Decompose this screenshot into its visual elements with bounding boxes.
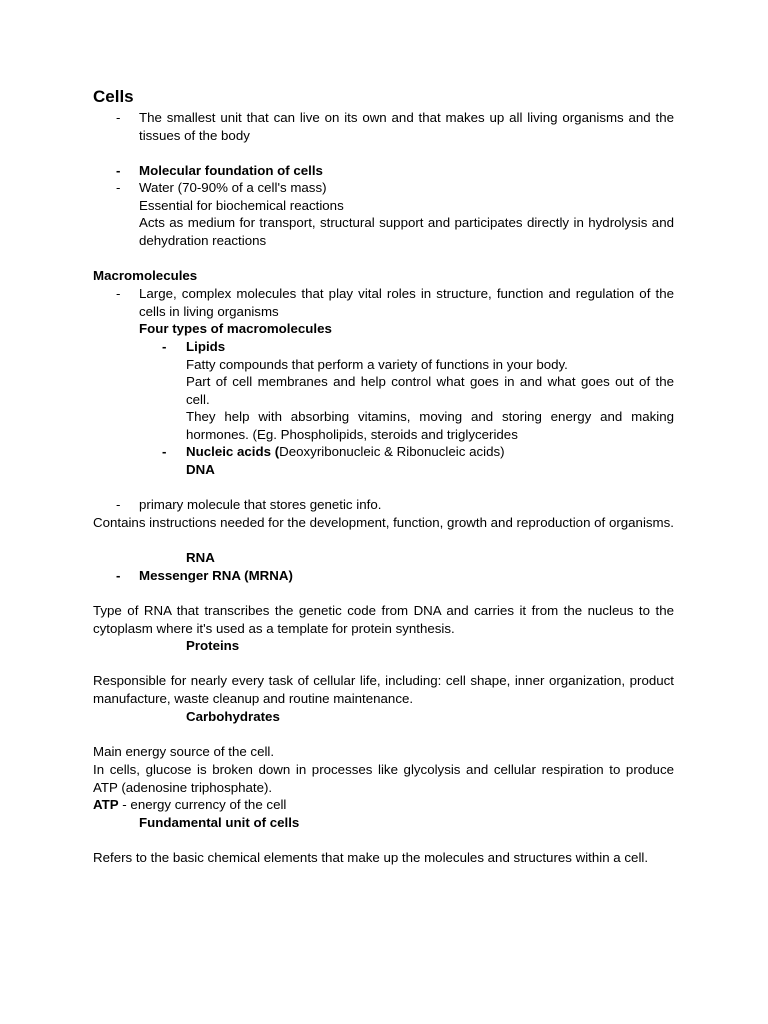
molecular-foundation-heading: Molecular foundation of cells — [139, 163, 323, 178]
carbohydrates-text-1: Main energy source of the cell. — [93, 744, 275, 759]
lipids-text-1: Fatty compounds that perform a variety of functions in your body. — [186, 357, 568, 372]
water-essential-text: Essential for biochemical reactions — [139, 198, 344, 213]
proteins-definition: Responsible for nearly every task of cellular life, including: cell shape, inner organization, product manufacture, waste cleanup and routine maintenance. — [93, 673, 674, 706]
bullet-dash: - — [162, 444, 167, 459]
atp-label: ATP — [93, 797, 119, 812]
carbohydrates-heading: Carbohydrates — [186, 709, 280, 724]
bullet-dash: - — [116, 180, 121, 195]
bullet-dash: - — [162, 339, 167, 354]
cells-definition: The smallest unit that can live on its own and that makes up all living organisms and the tissues of the body — [139, 110, 674, 143]
atp-text: - energy currency of the cell — [118, 797, 287, 812]
bullet-dash: - — [116, 286, 121, 301]
nucleic-acids-heading: Nucleic acids ( — [186, 444, 280, 459]
lipids-heading: Lipids — [186, 339, 226, 354]
macromolecules-definition: Large, complex molecules that play vital roles in structure, function and regulation of the cells in living organisms — [139, 286, 674, 319]
page-title: Cells — [93, 87, 134, 106]
mrna-heading: Messenger RNA (MRNA) — [139, 568, 293, 583]
macromolecules-heading: Macromolecules — [93, 268, 198, 283]
fundamental-unit-definition: Refers to the basic chemical elements that make up the molecules and structures within a cell. — [93, 850, 649, 865]
nucleic-acids-line — [186, 443, 505, 461]
bullet-dash: - — [116, 110, 121, 125]
lipids-text-2: Part of cell membranes and help control what goes in and what goes out of the cell. — [186, 374, 674, 407]
water-text: Water (70-90% of a cell's mass) — [139, 180, 327, 195]
proteins-heading: Proteins — [186, 638, 240, 653]
rna-heading: RNA — [186, 550, 215, 565]
bullet-dash: - — [116, 163, 121, 178]
fundamental-unit-heading: Fundamental unit of cells — [139, 815, 300, 830]
four-types-heading: Four types of macromolecules — [139, 321, 332, 336]
lipids-text-3: They help with absorbing vitamins, moving and storing energy and making hormones. (Eg. Phospholipids, steroids and triglycerides — [186, 409, 674, 442]
bullet-dash: - — [116, 568, 121, 583]
bullet-dash: - — [116, 497, 121, 512]
water-medium-text: Acts as medium for transport, structural support and participates directly in hydrolysis and dehydration reactions — [139, 215, 674, 248]
atp-line — [93, 796, 286, 814]
dna-primary-text: primary molecule that stores genetic info. — [139, 497, 382, 512]
nucleic-acids-detail: Deoxyribonucleic & Ribonucleic acids) — [279, 444, 505, 459]
mrna-definition: Type of RNA that transcribes the genetic code from DNA and carries it from the nucleus to the cytoplasm where it's used as a template for protein synthesis. — [93, 603, 674, 636]
dna-contains-text: Contains instructions needed for the development, function, growth and reproduction of organisms. — [93, 515, 674, 530]
dna-heading: DNA — [186, 462, 215, 477]
carbohydrates-text-2: In cells, glucose is broken down in processes like glycolysis and cellular respiration to produce ATP (adenosine triphosphate). — [93, 762, 674, 795]
